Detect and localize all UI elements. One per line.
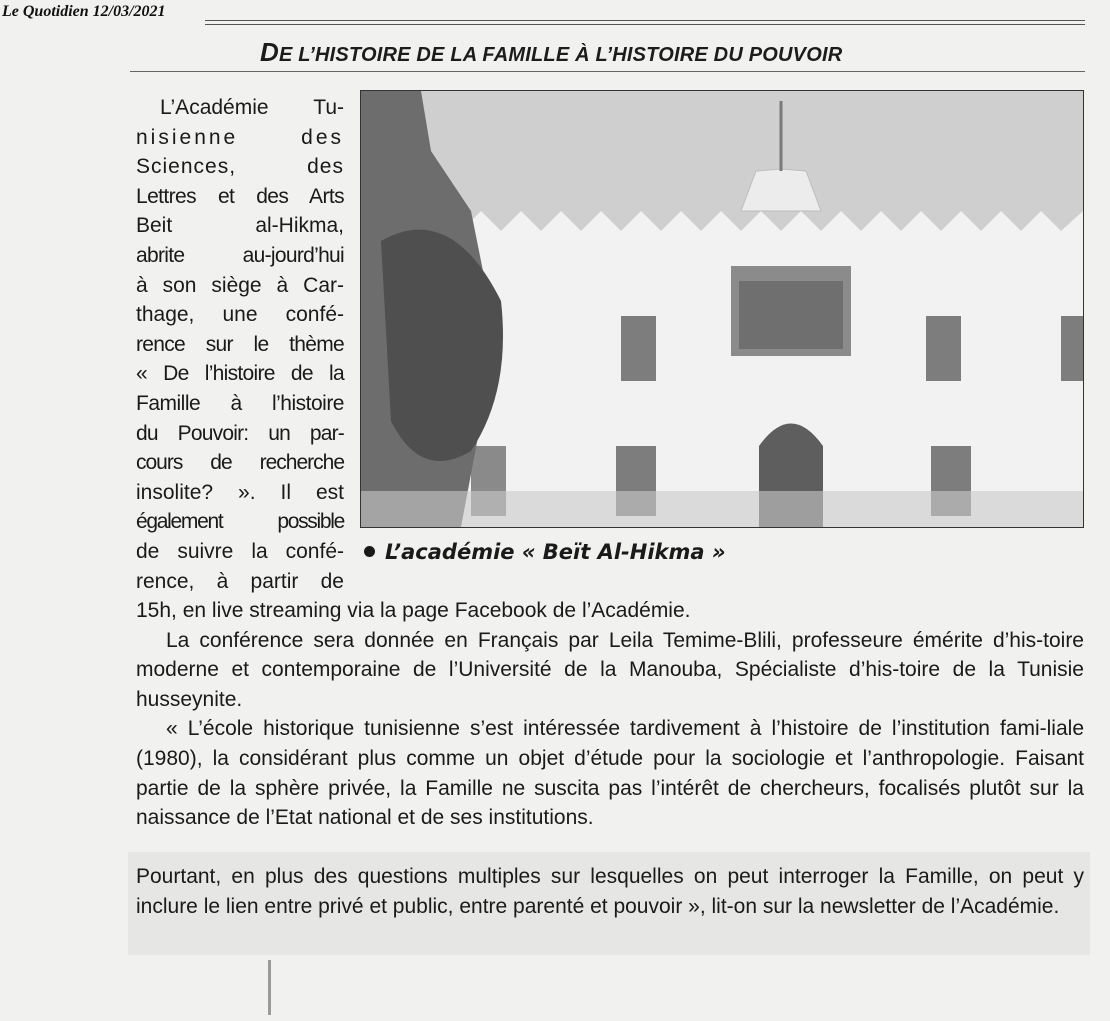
column-line: abrite au-jourd’hui xyxy=(136,243,344,267)
building-photo xyxy=(360,90,1084,528)
column-line: insolite? ». Il est xyxy=(136,480,344,504)
top-rule xyxy=(205,20,1085,21)
narrow-column xyxy=(136,93,344,596)
column-line: à son siège à Car- xyxy=(136,273,344,297)
column-line: « De l’histoire de la xyxy=(136,362,344,386)
body-text xyxy=(136,596,1084,833)
headline-text: E L’HISTOIRE DE LA FAMILLE À L’HISTOIRE DU POUVOIR xyxy=(278,44,843,66)
column-line: rence, à partir de xyxy=(136,569,344,593)
paragraph-3: « L’école historique tunisienne s’est intéressée tardivement à l’histoire de l’institution fami-liale (1980), la considérant plus comme un objet d’étude pour la sociologie et l’anthropologie. Faisant partie de la sphère privée, la Famille ne suscita pas l’intérêt de chercheurs, focalisés plutôt sur la naissance de l’Etat national et de ses institutions. xyxy=(136,717,1084,830)
caption-text: L’académie « Beït Al-Hikma » xyxy=(385,540,726,564)
photo-caption xyxy=(364,540,726,564)
column-line: cours de recherche xyxy=(136,451,344,475)
column-line: Sciences, des xyxy=(136,155,344,179)
scan-mark xyxy=(268,960,271,1015)
headline-rule xyxy=(130,71,1085,72)
masthead: Le Quotidien 12/03/2021 xyxy=(2,3,166,20)
column-line: L’Académie Tu- xyxy=(160,96,344,119)
article-headline xyxy=(260,37,980,68)
building-photo-icon xyxy=(361,91,1083,527)
column-line: thage, une confé- xyxy=(136,303,344,327)
paragraph-2: La conférence sera donnée en Français par Leila Temime-Blili, professeure émérite d’his-toire moderne et contemporaine de l’Université de la Manouba, Spécialiste d’his-toire de la Tunisie husseynite. xyxy=(136,628,1084,711)
top-rule-2 xyxy=(205,24,1085,25)
column-line: de suivre la confé- xyxy=(136,539,344,563)
column-line: nisienne des xyxy=(136,125,344,149)
column-line: également possible xyxy=(136,510,344,534)
paragraph-4: Pourtant, en plus des questions multiples sur lesquelles on peut interroger la Famille, on peut y inclure le lien entre privé et public, entre parenté et pouvoir », lit-on sur la newsletter de l’Académie. xyxy=(136,865,1084,918)
column-line: Famille à l’histoire xyxy=(136,391,344,415)
column-line: du Pouvoir: un par- xyxy=(136,421,344,445)
column-line: rence sur le thème xyxy=(136,332,344,356)
column-line: Beit al-Hikma, xyxy=(136,214,344,238)
column-line: Lettres et des Arts xyxy=(136,184,344,208)
paragraph-1-end: 15h, en live streaming via la page Facebook de l’Académie. xyxy=(136,599,691,622)
headline-initial: D xyxy=(260,37,279,67)
closing-text xyxy=(136,862,1084,921)
bullet-icon xyxy=(364,546,375,557)
